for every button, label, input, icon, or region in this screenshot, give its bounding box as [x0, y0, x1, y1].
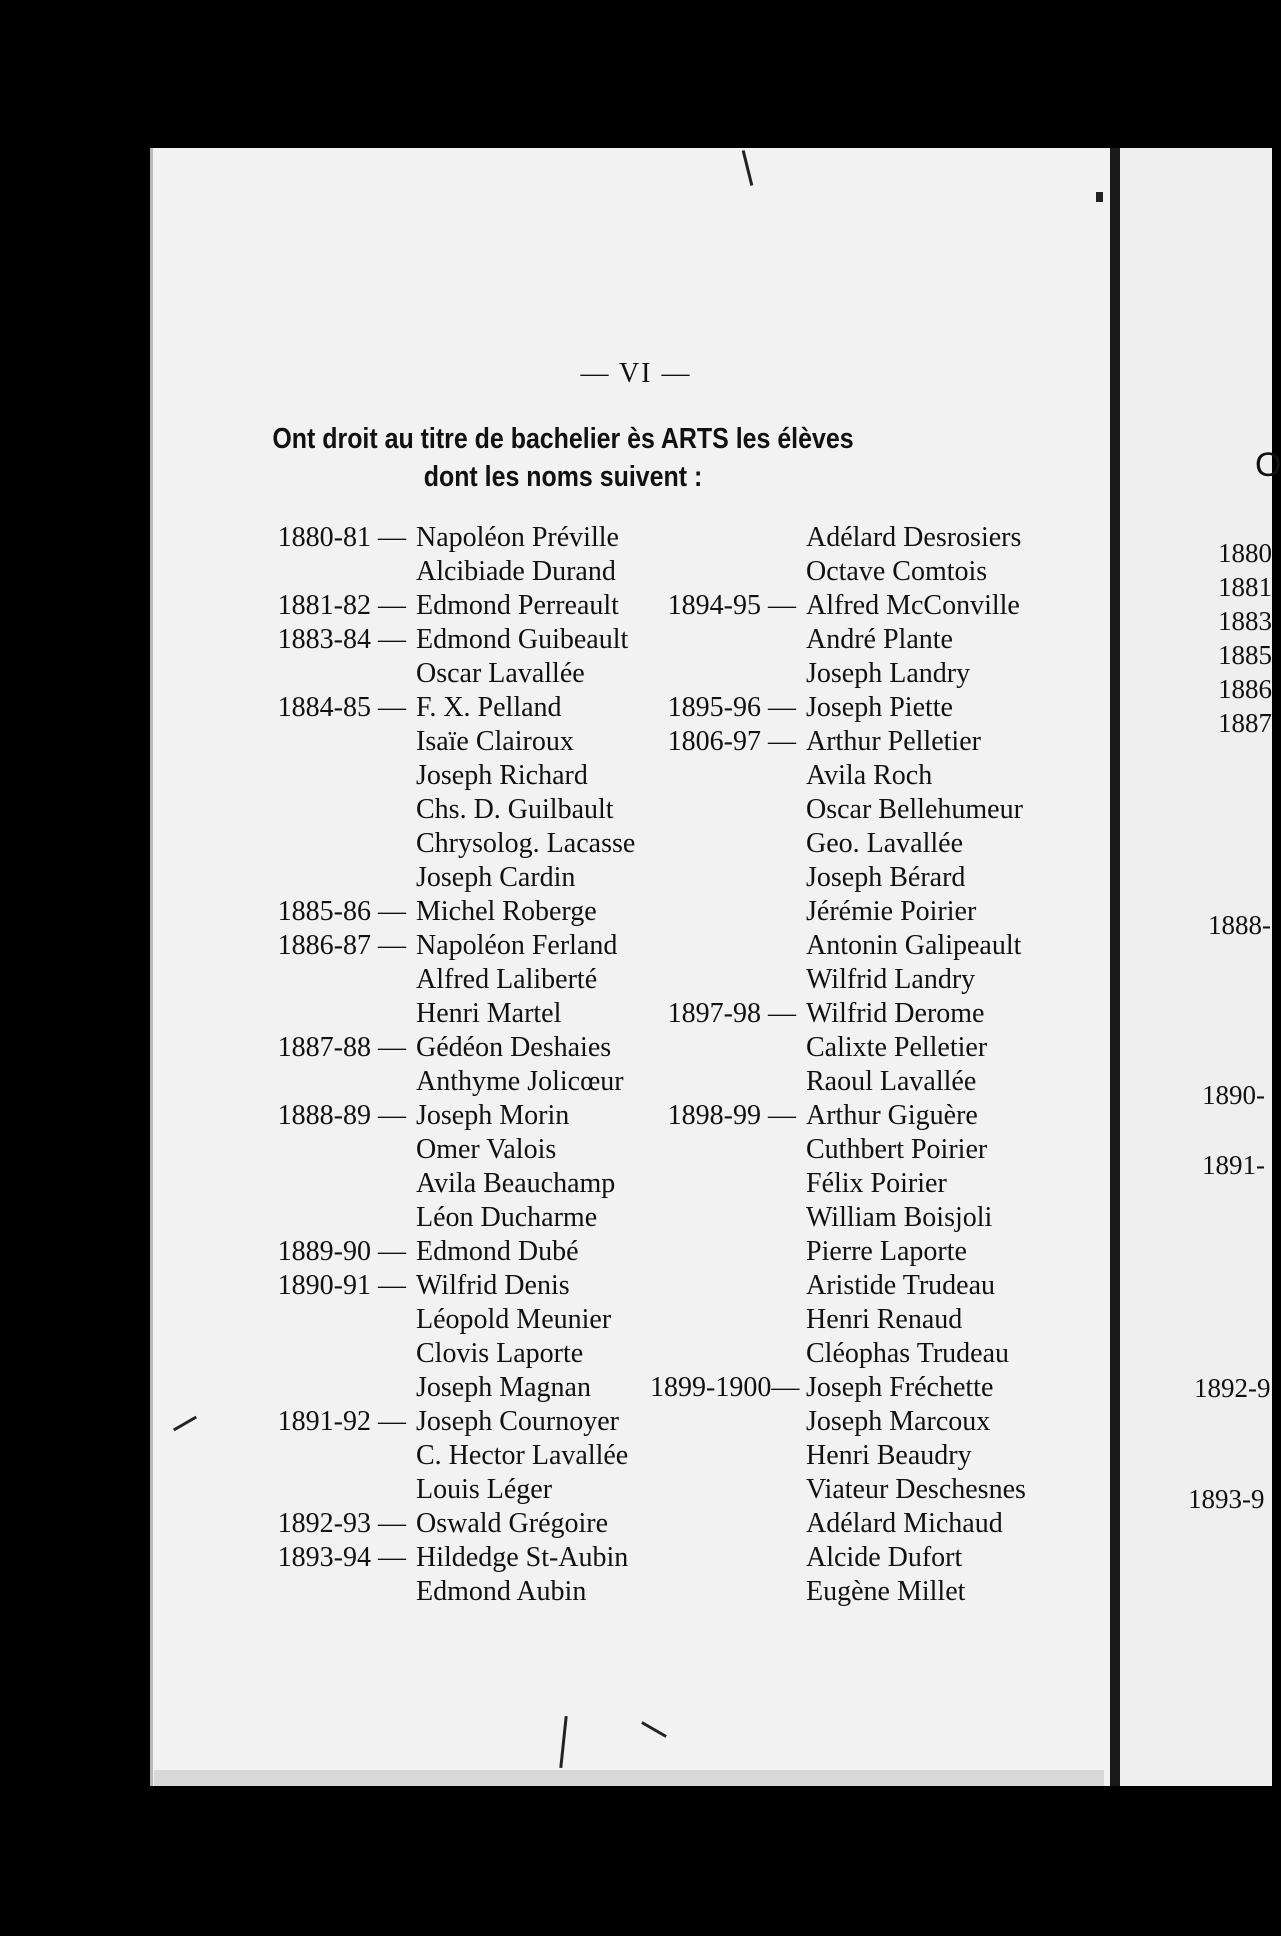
graduate-entry	[650, 1472, 1026, 1506]
graduate-name: Edmond Perreault	[416, 590, 619, 621]
graduate-entry	[262, 1540, 635, 1574]
graduate-name: Arthur Giguère	[806, 1100, 978, 1131]
class-year: 1898-99 —	[667, 1100, 796, 1131]
graduate-entry	[262, 690, 635, 724]
graduate-name: Chs. D. Guilbault	[416, 794, 614, 825]
graduate-name: Raoul Lavallée	[806, 1066, 977, 1097]
adjacent-line: 1885	[1218, 640, 1272, 670]
graduate-name: André Plante	[806, 624, 953, 655]
graduate-entry	[650, 1302, 1026, 1336]
graduate-name: Joseph Landry	[806, 658, 971, 689]
graduate-entry	[650, 792, 1026, 826]
graduate-name: Wilfrid Landry	[806, 964, 976, 995]
graduate-name: Eugène Millet	[806, 1576, 966, 1607]
class-year: 1806-97 —	[667, 726, 796, 757]
graduate-name: Alcide Dufort	[806, 1542, 963, 1573]
graduate-entry	[262, 656, 635, 690]
graduate-entry	[650, 1234, 1026, 1268]
graduate-name: Napoléon Préville	[416, 522, 619, 553]
graduate-name: Joseph Bérard	[806, 862, 966, 893]
graduate-entry	[650, 622, 1026, 656]
graduate-entry	[650, 1540, 1026, 1574]
graduate-name: Edmond Dubé	[416, 1236, 579, 1267]
graduate-name: Joseph Cournoyer	[416, 1406, 619, 1437]
graduate-name: Joseph Fréchette	[806, 1372, 994, 1403]
graduate-entry	[650, 690, 1026, 724]
graduate-entry	[262, 724, 635, 758]
graduate-entry	[262, 894, 635, 928]
class-year: 1888-89 —	[277, 1100, 406, 1131]
graduate-name: Alfred McConville	[806, 590, 1020, 621]
graduate-name: Oscar Lavallée	[416, 658, 585, 689]
graduate-name: Jérémie Poirier	[806, 896, 977, 927]
graduate-name: Félix Poirier	[806, 1168, 947, 1199]
graduate-entry	[650, 520, 1026, 554]
graduate-entry	[650, 656, 1026, 690]
graduate-name: Aristide Trudeau	[806, 1270, 995, 1301]
graduate-name: Calixte Pelletier	[806, 1032, 988, 1063]
graduate-entry	[262, 1030, 635, 1064]
class-year: 1884-85 —	[277, 692, 406, 723]
graduate-name: Pierre Laporte	[806, 1236, 967, 1267]
left-name-column	[262, 520, 635, 1608]
graduate-name: Cléophas Trudeau	[806, 1338, 1009, 1369]
graduate-entry	[650, 554, 1026, 588]
class-year: 1899-1900—	[650, 1372, 800, 1403]
graduate-entry	[262, 1506, 635, 1540]
graduate-entry	[262, 1268, 635, 1302]
graduate-entry	[262, 1404, 635, 1438]
graduate-entry	[650, 1166, 1026, 1200]
graduate-entry	[262, 554, 635, 588]
class-year: 1881-82 —	[277, 590, 406, 621]
graduate-entry	[650, 860, 1026, 894]
graduate-entry	[262, 1098, 635, 1132]
graduate-name: Joseph Piette	[806, 692, 953, 723]
graduate-entry	[262, 1336, 635, 1370]
class-year: 1883-84 —	[277, 624, 406, 655]
graduate-entry	[262, 928, 635, 962]
graduate-name: Omer Valois	[416, 1134, 557, 1165]
adjacent-page	[1120, 148, 1281, 1786]
graduate-name: Isaïe Clairoux	[416, 726, 574, 757]
right-name-column	[650, 520, 1026, 1608]
graduate-name: Hildedge St-Aubin	[416, 1542, 629, 1573]
graduate-entry	[262, 1234, 635, 1268]
adjacent-line: 1891-	[1202, 1150, 1265, 1180]
class-year: 1893-94 —	[277, 1542, 406, 1573]
graduate-name: Wilfrid Derome	[806, 998, 985, 1029]
graduate-name: Gédéon Deshaies	[416, 1032, 612, 1063]
adjacent-line: 1892-9	[1194, 1373, 1271, 1403]
graduate-name: Avila Roch	[806, 760, 933, 791]
graduate-entry	[262, 792, 635, 826]
graduate-entry	[262, 1302, 635, 1336]
graduate-entry	[262, 758, 635, 792]
graduate-name: Avila Beauchamp	[416, 1168, 616, 1199]
graduate-name: Geo. Lavallée	[806, 828, 964, 859]
graduate-entry	[262, 1574, 635, 1608]
graduate-entry	[262, 1472, 635, 1506]
heading-line: dont les noms suivent :	[423, 461, 703, 493]
graduate-entry	[650, 1098, 1026, 1132]
adjacent-heading-fragment: O	[1255, 446, 1281, 484]
graduate-entry	[262, 996, 635, 1030]
adjacent-line: 1886	[1218, 674, 1272, 704]
graduate-name: Louis Léger	[416, 1474, 553, 1505]
class-year: 1894-95 —	[667, 590, 796, 621]
graduate-entry	[650, 1268, 1026, 1302]
adjacent-line: 1881	[1218, 572, 1272, 602]
graduate-entry	[650, 1064, 1026, 1098]
graduate-name: Cuthbert Poirier	[806, 1134, 988, 1165]
graduate-entry	[650, 1574, 1026, 1608]
graduate-name: Octave Comtois	[806, 556, 988, 587]
graduate-name: Léon Ducharme	[416, 1202, 598, 1233]
graduate-entry	[650, 1404, 1026, 1438]
graduate-entry	[650, 1506, 1026, 1540]
graduate-name: Léopold Meunier	[416, 1304, 612, 1335]
page-fold	[1110, 148, 1120, 1786]
class-year: 1885-86 —	[277, 896, 406, 927]
graduate-name: Henri Beaudry	[806, 1440, 972, 1471]
graduate-name: Joseph Marcoux	[806, 1406, 991, 1437]
graduate-entry	[650, 894, 1026, 928]
graduate-name: Viateur Deschesnes	[806, 1474, 1026, 1505]
graduate-name: Henri Martel	[416, 998, 562, 1029]
graduate-entry	[262, 860, 635, 894]
graduate-name: F. X. Pelland	[416, 692, 562, 723]
graduate-name: Chrysolog. Lacasse	[416, 828, 636, 859]
graduate-entry	[262, 962, 635, 996]
graduate-name: Alcibiade Durand	[416, 556, 616, 587]
class-year: 1897-98 —	[667, 998, 796, 1029]
class-year: 1887-88 —	[277, 1032, 406, 1063]
graduate-entry	[650, 588, 1026, 622]
graduate-entry	[650, 1030, 1026, 1064]
graduate-name: Henri Renaud	[806, 1304, 963, 1335]
graduate-entry	[262, 1370, 635, 1404]
graduate-name: Alfred Laliberté	[416, 964, 598, 995]
graduate-entry	[650, 962, 1026, 996]
graduate-name: Oscar Bellehumeur	[806, 794, 1023, 825]
graduate-entry	[650, 1438, 1026, 1472]
page-heading	[234, 420, 893, 496]
graduate-entry	[262, 622, 635, 656]
graduate-entry	[262, 520, 635, 554]
graduate-entry	[262, 1200, 635, 1234]
graduate-name: William Boisjoli	[806, 1202, 993, 1233]
class-year: 1886-87 —	[277, 930, 406, 961]
page-number: — VI —	[580, 358, 692, 389]
graduate-entry	[650, 928, 1026, 962]
graduate-name: Anthyme Jolicœur	[416, 1066, 624, 1097]
graduate-name: C. Hector Lavallée	[416, 1440, 629, 1471]
graduate-entry	[650, 758, 1026, 792]
graduate-entry	[262, 826, 635, 860]
adjacent-line: 1880	[1218, 538, 1272, 568]
page-edge-shadow	[154, 1770, 1104, 1786]
graduate-entry	[650, 1336, 1026, 1370]
graduate-name: Edmond Guibeault	[416, 624, 629, 655]
graduate-entry	[650, 1132, 1026, 1166]
graduate-name: Edmond Aubin	[416, 1576, 587, 1607]
graduate-name: Wilfrid Denis	[416, 1270, 570, 1301]
graduate-name: Napoléon Ferland	[416, 930, 618, 961]
graduate-entry	[262, 588, 635, 622]
graduate-entry	[650, 826, 1026, 860]
graduate-entry	[650, 1370, 1026, 1404]
class-year: 1891-92 —	[277, 1406, 406, 1437]
graduate-name: Joseph Morin	[416, 1100, 570, 1131]
graduate-name: Joseph Cardin	[416, 862, 576, 893]
graduate-entry	[262, 1166, 635, 1200]
adjacent-line: 1890-	[1202, 1080, 1265, 1110]
adjacent-line: 1887	[1218, 708, 1272, 738]
graduate-name: Joseph Magnan	[416, 1372, 591, 1403]
graduate-entry	[650, 724, 1026, 758]
graduate-name: Adélard Michaud	[806, 1508, 1003, 1539]
class-year: 1890-91 —	[277, 1270, 406, 1301]
graduate-entry	[262, 1064, 635, 1098]
class-year: 1880-81 —	[277, 522, 406, 553]
graduate-name: Joseph Richard	[416, 760, 588, 791]
graduate-name: Oswald Grégoire	[416, 1508, 609, 1539]
adjacent-line: 1888-	[1208, 910, 1271, 940]
adjacent-line: 1883	[1218, 606, 1272, 636]
graduate-name: Adélard Desrosiers	[806, 522, 1022, 553]
graduate-name: Arthur Pelletier	[806, 726, 981, 757]
adjacent-line: 1893-9	[1188, 1484, 1265, 1514]
graduate-entry	[262, 1132, 635, 1166]
graduate-entry	[650, 996, 1026, 1030]
class-year: 1895-96 —	[667, 692, 796, 723]
class-year: 1892-93 —	[277, 1508, 406, 1539]
graduate-name: Michel Roberge	[416, 896, 597, 927]
graduate-entry	[650, 1200, 1026, 1234]
graduate-entry	[262, 1438, 635, 1472]
heading-line: Ont droit au titre de bachelier ès ARTS les élèves	[272, 423, 854, 455]
class-year: 1889-90 —	[277, 1236, 406, 1267]
graduate-name: Clovis Laporte	[416, 1338, 584, 1369]
graduate-name: Antonin Galipeault	[806, 930, 1022, 961]
